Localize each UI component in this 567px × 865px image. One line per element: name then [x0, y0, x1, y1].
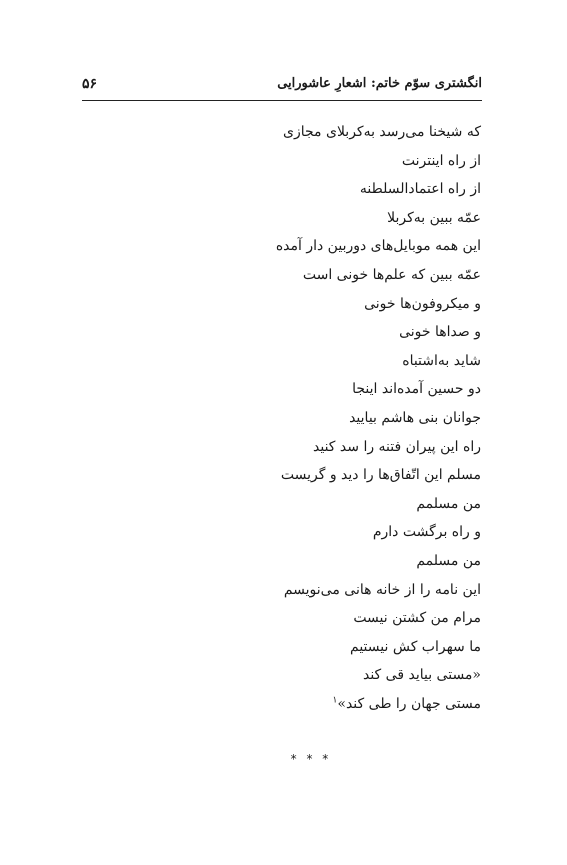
poem-line	[81, 118, 481, 147]
poem-line	[81, 318, 481, 347]
poem-line	[81, 433, 481, 462]
poem-line-text: که شیخنا می‌رسد به‌کربلای مجازی	[283, 124, 481, 140]
page-number: ۵۶	[82, 76, 98, 92]
poem-line-text: از راه اینترنت	[401, 152, 481, 169]
poem-line-text: من مسلمم	[416, 552, 481, 569]
poem-line-text: عمّه ببین که علم‌ها خونی است	[302, 266, 481, 283]
section-divider: * * *	[290, 752, 332, 766]
poem-line	[81, 490, 481, 519]
poem-line-text: ما سهراب کش نیستیم	[350, 638, 481, 655]
poem-line	[81, 633, 481, 662]
poem-line-text: مستی جهان را طی کند»	[337, 695, 481, 712]
poem-line	[81, 347, 481, 376]
poem-line-text: و راه برگشت دارم	[372, 524, 481, 541]
footnote-marker[interactable]: ۱	[332, 695, 338, 706]
poem-line	[81, 261, 481, 290]
poem-line-text: شاید به‌اشتباه	[402, 352, 481, 369]
poem-line-text: عمّه ببین به‌کربلا	[387, 209, 481, 226]
poem-line	[81, 518, 481, 547]
poem-line	[81, 290, 481, 319]
poem-line	[81, 147, 481, 176]
poem-line-text: مسلم این اتّفاق‌ها را دید و گریست	[280, 467, 481, 484]
poem-line-text: دو حسین آمده‌اند اینجا	[352, 381, 481, 398]
poem-line	[81, 461, 481, 490]
poem-line-text: راه این پیران فتنه را سد کنید	[313, 438, 481, 455]
poem-line-text: و میکروفون‌ها خونی	[364, 295, 481, 312]
poem-line-text: و صداها خونی	[399, 324, 481, 341]
running-header-title: انگشتری سوّم خاتم: اشعارِ عاشورایی	[277, 76, 482, 91]
poem-line	[81, 604, 481, 633]
poem-line-text: جوانان بنی هاشم بیایید	[349, 409, 481, 426]
poem-line-text: این همه موبایل‌های دوربین دار آمده	[275, 238, 481, 255]
poem-line	[81, 576, 481, 605]
poem-line-text: این نامه را از خانه هانی می‌نویسم	[283, 581, 481, 598]
poem-line	[81, 232, 481, 261]
poem-line-text: من مسلمم	[416, 495, 481, 512]
poem-line-text: «مستی بیاید قی کند	[362, 667, 481, 684]
poem-line	[81, 175, 481, 204]
poem-line	[81, 547, 481, 576]
poem-line	[81, 375, 481, 404]
running-header	[82, 70, 482, 101]
poem	[81, 118, 481, 718]
poem-line	[81, 204, 481, 233]
poem-line	[81, 661, 481, 690]
poem-line	[81, 404, 481, 433]
poem-line	[81, 690, 481, 719]
poem-line-text: از راه اعتمادالسلطنه	[359, 181, 481, 198]
poem-line-text: مرام من کشتن نیست	[353, 610, 481, 627]
